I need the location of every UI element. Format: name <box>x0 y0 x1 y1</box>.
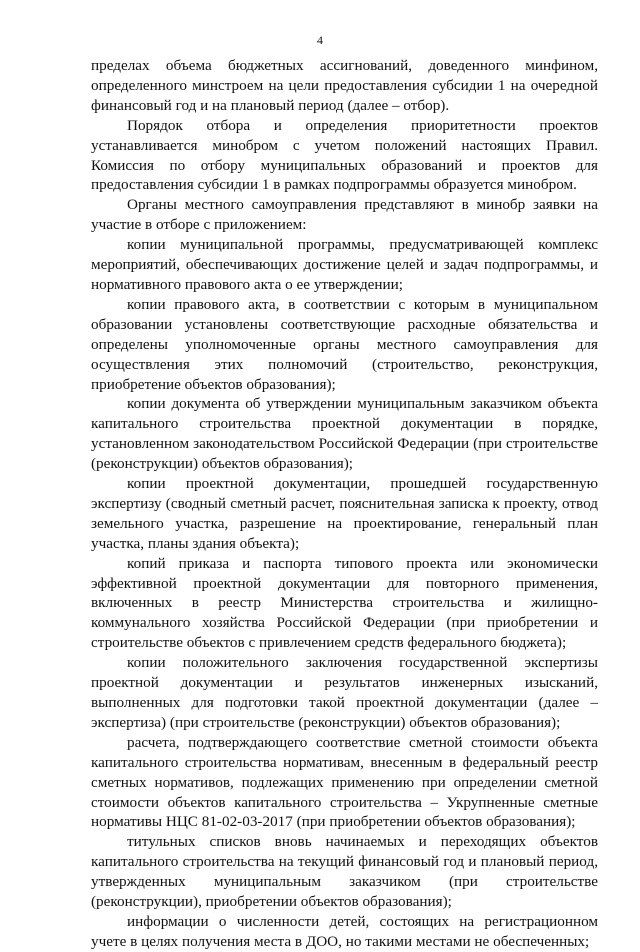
list-item-standard-project: копий приказа и паспорта типового проекта или экономически эффективной проектной документации для повторного применения, включенных в реестр Министерства строительства и жилищно-коммунального хозяйства Российской Федерации (при приобретении и строительстве объектов с привлечением средств федерального бюджета); <box>91 554 598 652</box>
page-number: 4 <box>317 33 323 47</box>
paragraph-application-intro: Органы местного самоуправления представляют в минобр заявки на участие в отборе с приложением: <box>91 196 598 234</box>
list-item-children-info: информации о численности детей, состоящих на регистрационном учете в целях получения места в ДОО, но такими местами не обеспеченных; <box>91 912 598 950</box>
paragraph-selection-procedure: Порядок отбора и определения приоритетности проектов устанавливается минобром с учетом положений настоящих Правил. Комиссия по отбору муниципальных образований и проектов для предоставления субсидии 1 в рамках подпрограммы образуется минобром. <box>91 116 598 194</box>
paragraph-continuation: пределах объема бюджетных ассигнований, доведенного минфином, определенного минстроем на цели предоставления субсидии 1 на очередной финансовый год и на плановый период (далее – отбор). <box>91 57 598 114</box>
list-item-municipal-program: копии муниципальной программы, предусматривающей комплекс мероприятий, обеспечивающих достижение целей и задач подпрограммы, и нормативного правового акта о ее утверждении; <box>91 236 598 293</box>
document-body <box>91 56 598 952</box>
list-item-cost-calculation: расчета, подтверждающего соответствие сметной стоимости объекта капитального строительства нормативам, внесенным в федеральный реестр сметных нормативов, подлежащих применению при определении сметной стоимости объектов капитального строительства – Укрупненные сметные нормативы НЦС 81-02-03-2017 (при приобретении объектов образования); <box>91 733 598 831</box>
list-item-title-lists: титульных списков вновь начинаемых и переходящих объектов капитального строительства на текущий финансовый год и плановый период, утвержденных муниципальным заказчиком (при строительстве (реконструкции), приобретении объектов образования); <box>91 833 598 911</box>
list-item-expert-conclusion: копии положительного заключения государственной экспертизы проектной документации и результатов инженерных изысканий, выполненных для подготовки такой проектной документации (далее – экспертиза) (при строительстве (реконструкции) объектов образования); <box>91 654 598 731</box>
list-item-approval-document: копии документа об утверждении муниципальным заказчиком объекта капитального строительства проектной документации в порядке, установленном законодательством Российской Федерации (при строительстве (реконструкции) объектов образования); <box>91 395 598 473</box>
list-item-project-documentation: копии проектной документации, прошедшей государственную экспертизу (сводный сметный расчет, пояснительная записка к проекту, отвод земельного участка, разрешение на проектирование, генеральный план участка, планы здания объекта); <box>91 475 598 552</box>
list-item-legal-act: копии правового акта, в соответствии с которым в муниципальном образовании установлены соответствующие расходные обязательства и определены уполномоченные органы местного самоуправления для осуществления этих полномочий (строительство, реконструкция, приобретение объектов образования); <box>91 295 598 393</box>
